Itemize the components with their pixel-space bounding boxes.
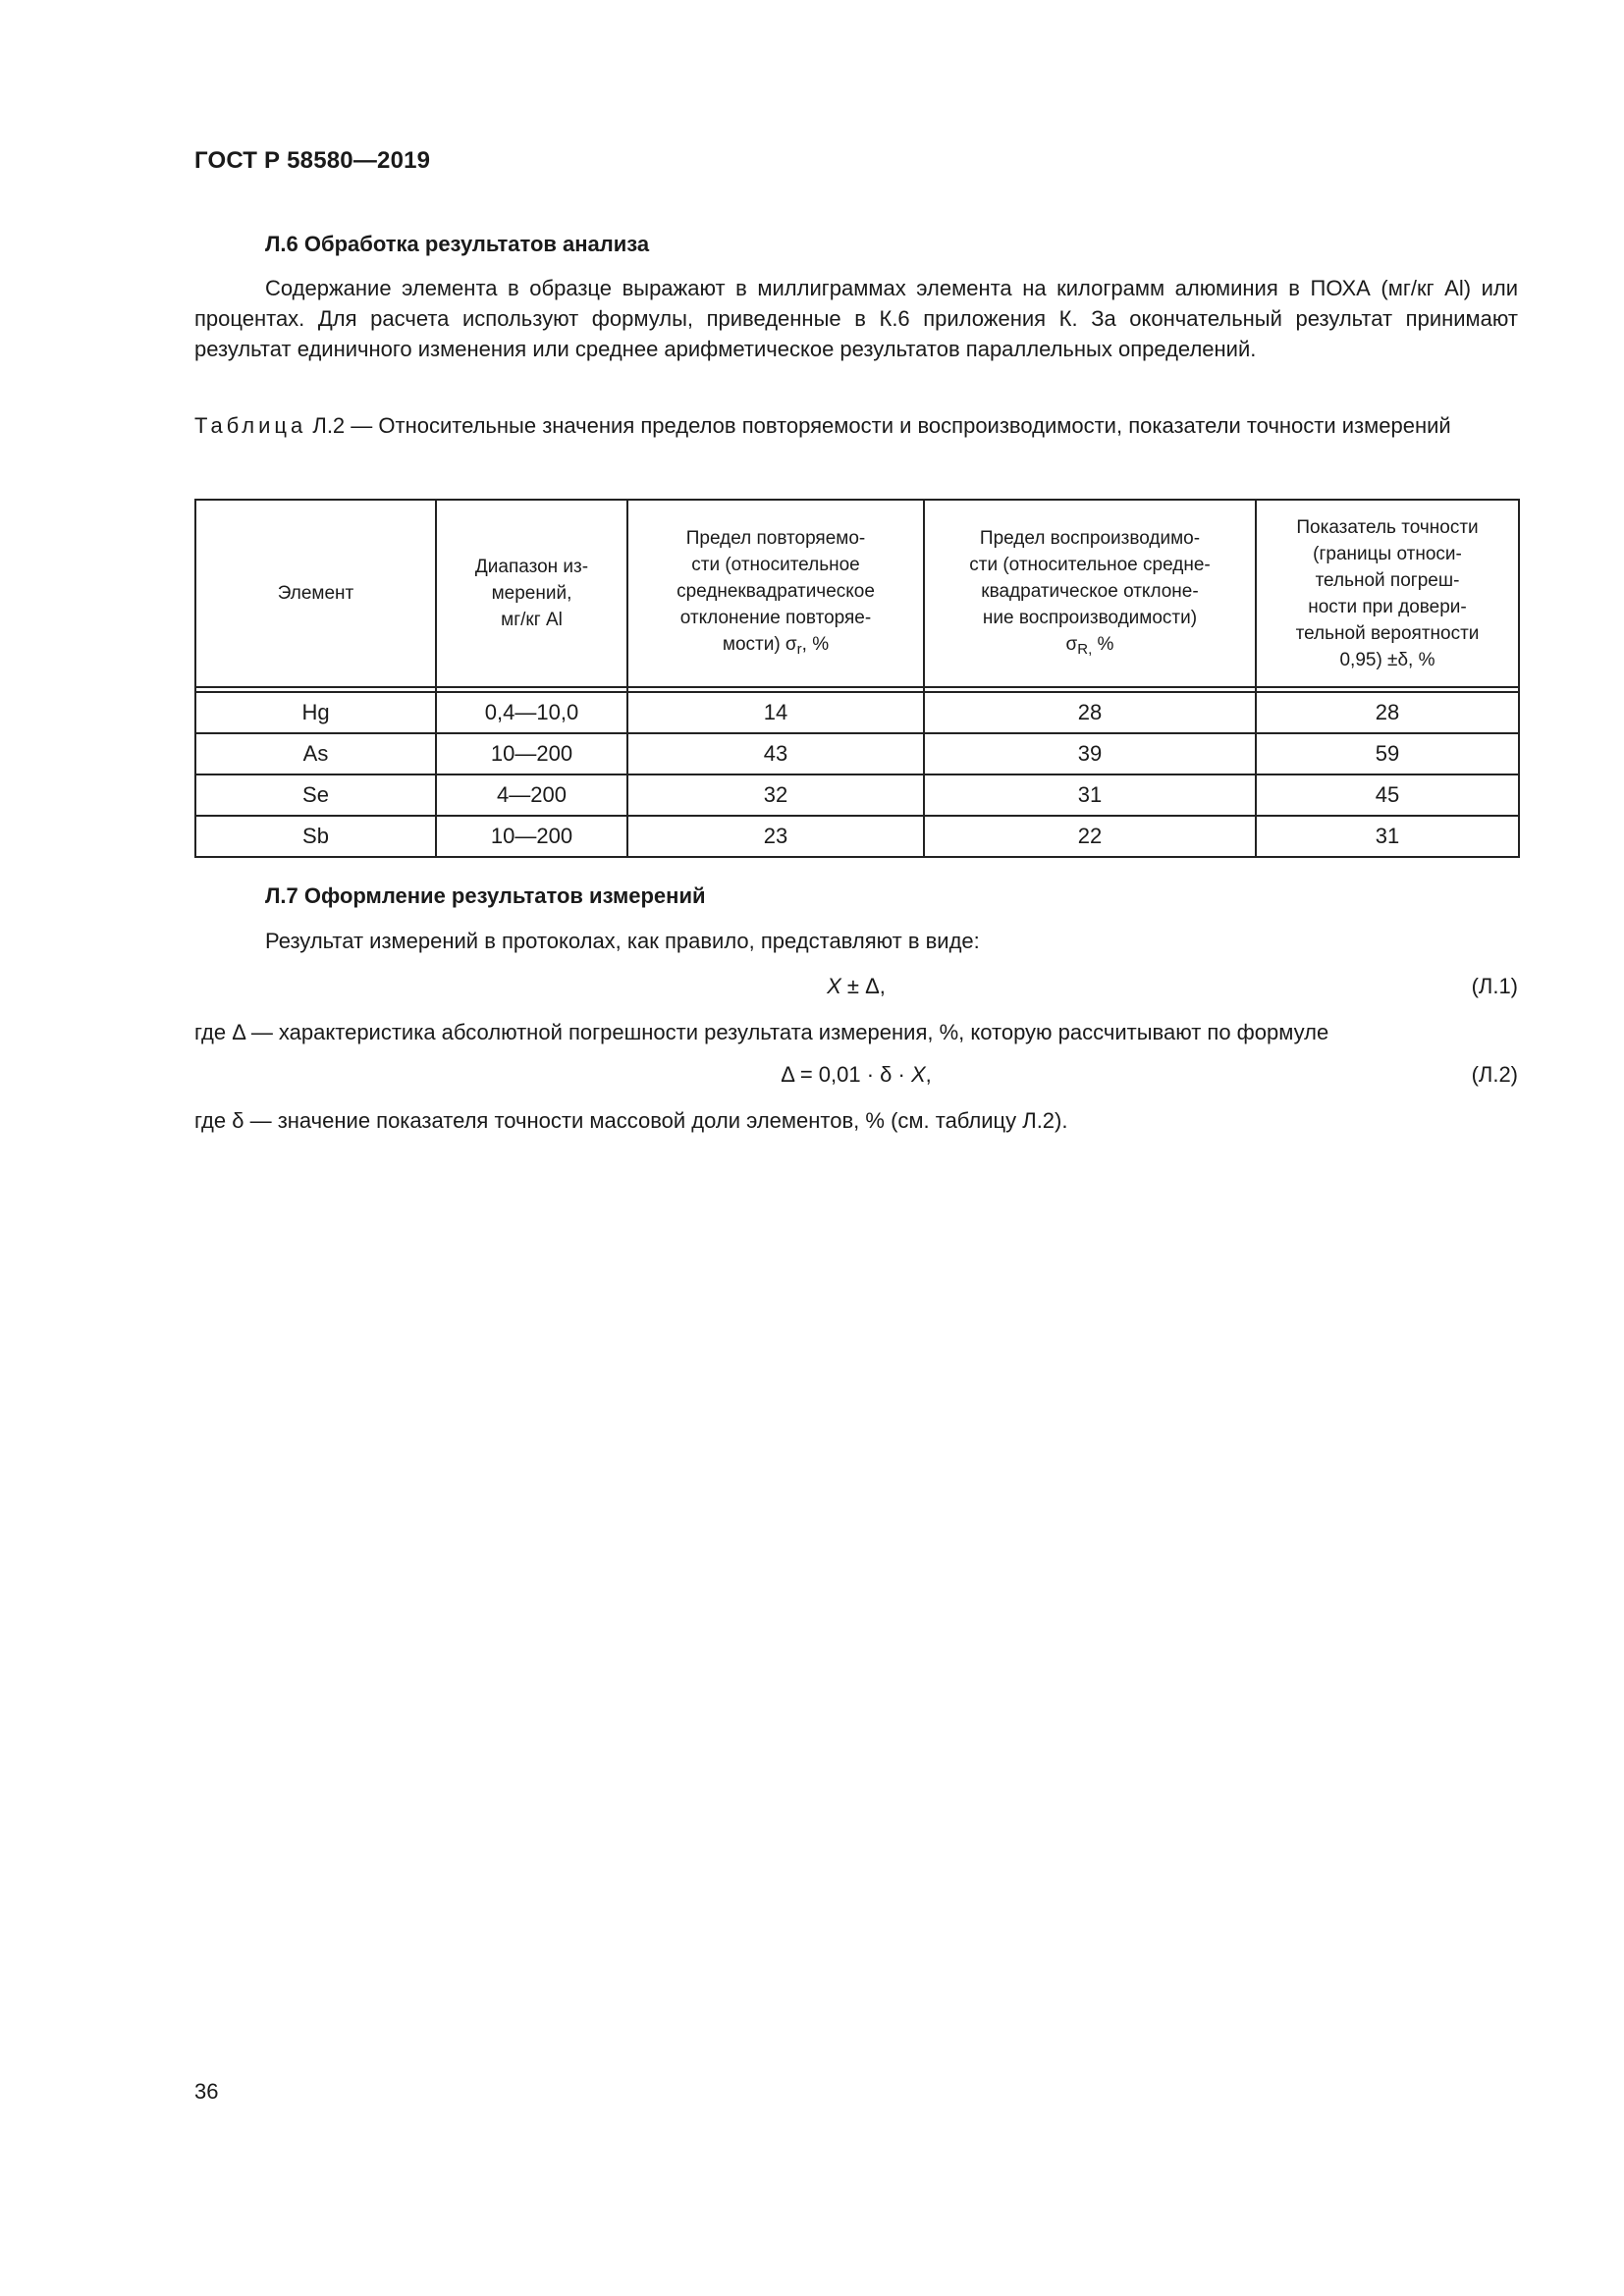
cell-range: 4—200 — [436, 774, 627, 816]
cell-range: 10—200 — [436, 733, 627, 774]
document-code: ГОСТ Р 58580—2019 — [194, 147, 431, 174]
section-l6-paragraph — [194, 273, 1518, 364]
section-l7-intro: Результат измерений в протоколах, как правило, представляют в виде: — [265, 929, 980, 953]
header-range — [436, 500, 627, 687]
section-l7-title: Л.7 Оформление результатов измерений — [265, 883, 706, 908]
header-reprod-suffix: % — [1092, 633, 1114, 655]
where-small-delta-text: где δ — значение показателя точности массовой доли элементов, % (см. таблицу Л.2). — [194, 1108, 1068, 1133]
header-accuracy-line: (границы относи- — [1313, 543, 1462, 564]
section-l6-title: Л.6 Обработка результатов анализа — [265, 232, 650, 256]
header-accuracy-line: Показатель точности — [1296, 516, 1479, 538]
header-element: Элемент — [195, 500, 436, 687]
cell-element: Se — [195, 774, 436, 816]
header-repeat-line: Предел повторяемо- — [685, 527, 866, 549]
cell-reprod: 22 — [924, 816, 1256, 857]
formula-l2-lead: Δ = 0,01 · δ · — [781, 1062, 911, 1087]
formula-l1-rest: ± Δ, — [840, 974, 886, 998]
header-accuracy-line: тельной погреш- — [1315, 569, 1460, 591]
table-row — [195, 816, 1519, 857]
formula-l1-var: X — [827, 974, 841, 998]
page-number: 36 — [194, 2079, 219, 2104]
header-accuracy-line: ности при довери- — [1308, 596, 1467, 617]
header-reproducibility — [924, 500, 1256, 687]
header-reprod-line: квадратическое отклоне- — [981, 580, 1199, 602]
header-repeatability — [627, 500, 924, 687]
cell-reprod: 39 — [924, 733, 1256, 774]
data-table — [194, 499, 1520, 858]
table-row — [195, 733, 1519, 774]
cell-range: 0,4—10,0 — [436, 692, 627, 733]
table-header-row — [195, 500, 1519, 687]
header-repeat-line: среднеквадратическое — [677, 580, 875, 602]
cell-accuracy: 28 — [1256, 692, 1519, 733]
header-repeat-line: сти (относительное — [691, 554, 860, 575]
section-l6-text: Содержание элемента в образце выражают в миллиграммах элемента на килограмм алюминия в ПОХА (мг/кг Al) или процентах. Для расчета используют формулы, приведенные в К.6 приложения К. За окончательный результат принимают результат единичного изменения или среднее арифметическое результатов параллельных определений. — [194, 276, 1518, 361]
header-reprod-line: сти (относительное средне- — [969, 554, 1211, 575]
equation-number-l1: (Л.1) — [1471, 974, 1518, 998]
header-reprod-symbol: σ — [1065, 633, 1078, 655]
cell-repeat: 43 — [627, 733, 924, 774]
where-delta-text: где Δ — характеристика абсолютной погрешности результата измерения, %, которую рассчитывают по формуле — [194, 1020, 1329, 1044]
header-accuracy-line: 0,95) ±δ, % — [1339, 649, 1435, 670]
header-accuracy — [1256, 500, 1519, 687]
cell-accuracy: 45 — [1256, 774, 1519, 816]
header-repeat-line: отклонение повторяе- — [679, 607, 872, 628]
cell-reprod: 28 — [924, 692, 1256, 733]
header-reprod-line: ние воспроизводимости) — [982, 607, 1198, 628]
header-reprod-line: Предел воспроизводимо- — [979, 527, 1201, 549]
header-repeat-line — [628, 631, 923, 663]
table-row — [195, 774, 1519, 816]
header-repeat-suffix: , % — [801, 633, 830, 655]
header-reprod-line — [925, 631, 1255, 663]
table-caption — [194, 410, 1514, 441]
cell-repeat: 32 — [627, 774, 924, 816]
cell-repeat: 14 — [627, 692, 924, 733]
cell-element: Sb — [195, 816, 436, 857]
formula-l1 — [194, 974, 1518, 999]
header-range-line: мг/кг Al — [501, 610, 563, 630]
cell-accuracy: 31 — [1256, 816, 1519, 857]
equation-number-l2: (Л.2) — [1471, 1062, 1518, 1087]
header-reprod-sub: R, — [1077, 640, 1093, 658]
formula-l2-tail: , — [925, 1062, 932, 1087]
formula-l2 — [194, 1062, 1518, 1088]
cell-accuracy: 59 — [1256, 733, 1519, 774]
header-repeat-sub: r — [796, 640, 802, 658]
header-accuracy-line: тельной вероятности — [1295, 622, 1480, 644]
table-caption-word: Таблица — [194, 413, 307, 438]
formula-l2-var: X — [910, 1062, 926, 1087]
table-row — [195, 692, 1519, 733]
cell-element: Hg — [195, 692, 436, 733]
cell-repeat: 23 — [627, 816, 924, 857]
cell-range: 10—200 — [436, 816, 627, 857]
cell-element: As — [195, 733, 436, 774]
header-repeat-last: мости) σ — [722, 633, 797, 655]
header-range-line: Диапазон из- — [474, 557, 589, 577]
cell-reprod: 31 — [924, 774, 1256, 816]
table-caption-text: Л.2 — Относительные значения пределов повторяемости и воспроизводимости, показатели точности измерений — [306, 413, 1451, 438]
header-range-line: мерений, — [491, 583, 572, 604]
